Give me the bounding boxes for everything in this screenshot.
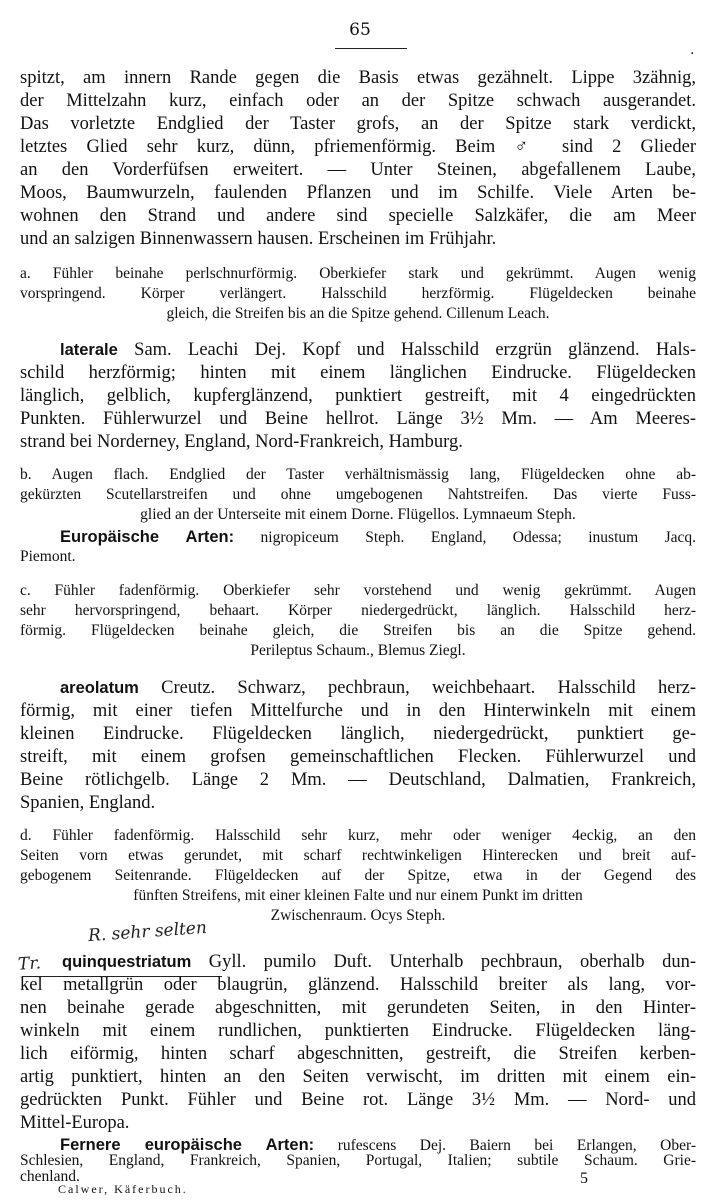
footer-imprint: Calwer, Käferbuch. bbox=[58, 1182, 188, 1196]
text-line: kleinen Eindrucke. Flügeldecken länglich, niedergedrückt, punktiert ge- bbox=[20, 724, 696, 744]
key-line: gekürzten Scutellarstreifen und ohne umgebogenen Nahtstreifen. Das vierte Fuss- bbox=[20, 486, 696, 503]
text-line: schild herzförmig; hinten mit einem länglichen Eindrucke. Flügeldecken bbox=[20, 363, 696, 383]
key-line: sehr hervorspringend, behaart. Körper niedergedrückt, länglich. Halsschild herz- bbox=[20, 602, 696, 619]
text-line: an den Vorderfüfsen erweitert. — Unter Steinen, abgefallenem Laube, bbox=[20, 160, 696, 180]
text-line: streift, mit einem grofsen gemeinschaftlichen Flecken. Fühlerwurzel und bbox=[20, 747, 696, 767]
text-line: und an salzigen Binnenwassern hausen. Erscheinen im Frühjahr. bbox=[20, 229, 497, 249]
text-line: gedrückten Punkt. Fühler und Beine rot. Länge 3½ Mm. — Nord- und bbox=[20, 1090, 696, 1110]
text-line: der Mittelzahn kurz, einfach oder an der Spitze schwach ausgerandet. bbox=[20, 91, 696, 111]
species-line: areolatum Creutz. Schwarz, pechbraun, weichbehaart. Halsschild herz- bbox=[60, 678, 696, 698]
text-line: länglich, gelblich, kupferglänzend, punktiert gestreift, mit 4 eingedrückten bbox=[20, 386, 696, 406]
species-name: quinquestriatum bbox=[62, 953, 192, 971]
species-line: Europäische Arten: nigropiceum Steph. England, Odessa; inustum Jacq. bbox=[60, 528, 696, 546]
text-line: chenland. bbox=[20, 1168, 80, 1185]
text-line: nen beinahe gerade abgeschnitten, mit gerundeten Seiten, in den Hinter- bbox=[20, 998, 696, 1018]
text-line: Moos, Baumwurzeln, faulenden Pflanzen und im Schilfe. Viele Arten be- bbox=[20, 183, 696, 203]
text-line: Piemont. bbox=[20, 548, 76, 565]
page-number: 65 bbox=[349, 20, 371, 40]
text-line: wohnen den Strand und andere sind specielle Salzkäfer, die am Meer bbox=[20, 206, 696, 226]
handwritten-note: R. sehr selten bbox=[87, 917, 208, 947]
text-line: letztes Glied sehr kurz, dünn, pfriemenförmig. Beim ♂ sind 2 Glieder bbox=[20, 137, 696, 157]
text-line: förmig, mit einer tiefen Mittelfurche und in den Hinterwinkeln mit einem bbox=[20, 701, 696, 721]
text-line: winkeln mit einem rundlichen, punktierten Eindrucke. Flügeldecken läng- bbox=[20, 1021, 696, 1041]
species-name: areolatum bbox=[60, 679, 139, 697]
key-line: glied an der Unterseite mit einem Dorne. Flügellos. Lymnaeum Steph. bbox=[140, 506, 576, 523]
text-line: Beine rötlichgelb. Länge 2 Mm. — Deutschland, Dalmatien, Frankreich, bbox=[20, 770, 696, 790]
signature-mark: 5 bbox=[580, 1170, 588, 1187]
species-line: Fernere europäische Arten: rufescens Dej. Baiern bei Erlangen, Ober- bbox=[60, 1136, 696, 1154]
text-line: Das vorletzte Endglied der Taster grofs, an der Spitze stark verdickt, bbox=[20, 114, 696, 134]
species-heading: Fernere europäische Arten: bbox=[60, 1136, 315, 1154]
key-line: Zwischenraum. Ocys Steph. bbox=[270, 907, 446, 924]
key-line: förmig. Flügeldecken beinahe gleich, die Streifen bis an die Spitze gehend. bbox=[20, 622, 696, 639]
key-line: gebogenem Seitenrande. Flügeldecken auf der Spitze, etwa in der Gegend des bbox=[20, 867, 696, 884]
key-line: a. Fühler beinahe perlschnurförmig. Oberkiefer stark und gekrümmt. Augen wenig bbox=[20, 265, 696, 282]
text-line: lich eiförmig, hinten scharf abgeschnitten, gestreift, die Streifen kerben- bbox=[20, 1044, 696, 1064]
text-line: strand bei Norderney, England, Nord-Frankreich, Hamburg. bbox=[20, 432, 463, 452]
handwritten-margin-note: Tr. bbox=[17, 953, 42, 975]
key-line: b. Augen flach. Endglied der Taster verhältnismässig lang, Flügeldecken ohne ab- bbox=[20, 466, 696, 483]
key-line: Seiten vorn etwas gerundet, mit scharf rechtwinkeligen Hinterecken und breit auf- bbox=[20, 847, 696, 864]
text-line: Mittel-Europa. bbox=[20, 1113, 130, 1133]
text-line: Schlesien, England, Frankreich, Spanien, Portugal, Italien; subtile Schaum. Grie- bbox=[20, 1152, 696, 1169]
key-line: vorspringend. Körper verlängert. Halsschild herzförmig. Flügeldecken beinahe bbox=[20, 285, 696, 302]
key-line: Perileptus Schaum., Blemus Ziegl. bbox=[250, 642, 466, 659]
key-line: gleich, die Streifen bis an die Spitze gehend. Cillenum Leach. bbox=[166, 305, 550, 322]
text-line: spitzt, am innern Rande gegen die Basis etwas gezähnelt. Lippe 3zähnig, bbox=[20, 68, 696, 88]
margin-mark: . bbox=[690, 42, 695, 58]
key-line: d. Fühler fadenförmig. Halsschild sehr kurz, mehr oder weniger 4eckig, an den bbox=[20, 827, 696, 844]
text-line: artig punktiert, hinten an den Seiten verwischt, im dritten mit einem ein- bbox=[20, 1067, 696, 1087]
page-number-rule bbox=[335, 48, 407, 49]
key-line: fünften Streifens, mit einer kleinen Falte und nur einem Punkt im dritten bbox=[133, 887, 583, 904]
text-line: Spanien, England. bbox=[20, 793, 156, 813]
key-line: c. Fühler fadenförmig. Oberkiefer sehr vorstehend und wenig gekrümmt. Augen bbox=[20, 582, 696, 599]
species-name: laterale bbox=[60, 341, 118, 359]
species-heading: Europäische Arten: bbox=[60, 528, 235, 546]
text-line: Punkten. Fühlerwurzel und Beine hellrot. Länge 3½ Mm. — Am Meeres- bbox=[20, 409, 696, 429]
species-line: quinquestriatum Gyll. pumilo Duft. Unterhalb pechbraun, oberhalb dun- bbox=[62, 952, 697, 972]
species-line: laterale Sam. Leachi Dej. Kopf und Halsschild erzgrün glänzend. Hals- bbox=[60, 340, 696, 360]
text-line: kel metallgrün oder blaugrün, glänzend. Halsschild breiter als lang, vor- bbox=[20, 975, 696, 995]
